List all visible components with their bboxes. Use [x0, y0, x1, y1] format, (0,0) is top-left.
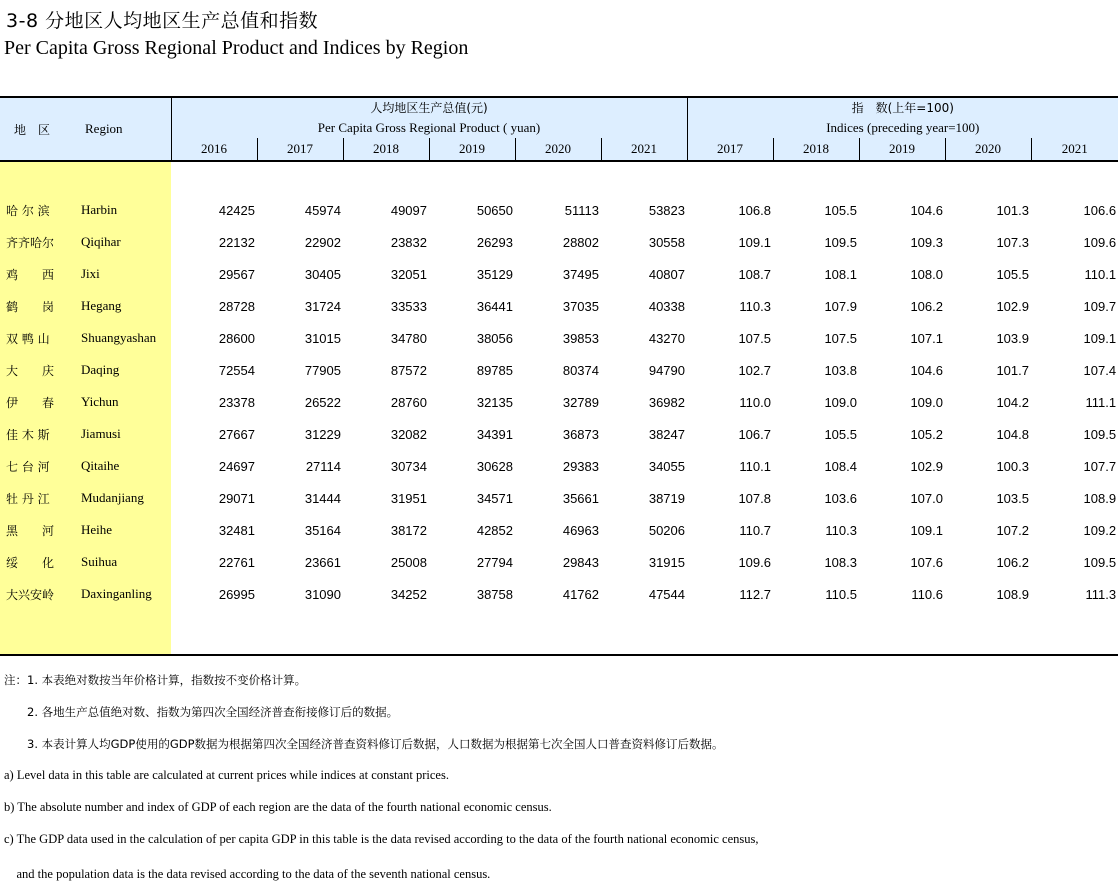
index-cell: 103.6: [824, 490, 857, 506]
gdp-per-capita-cell: 23832: [390, 234, 427, 250]
gdp-per-capita-cell: 32789: [562, 394, 599, 410]
index-cell: 109.6: [738, 554, 771, 570]
region-name-chinese: 七 台 河: [0, 450, 75, 482]
index-cell: 104.8: [996, 426, 1029, 442]
gdp-per-capita-cell: 36873: [562, 426, 599, 442]
gdp-per-capita-cell: 24697: [218, 458, 255, 474]
year-header-gdp: 2020: [515, 138, 601, 161]
gdp-per-capita-cell: 32082: [390, 426, 427, 442]
index-cell: 104.6: [910, 362, 943, 378]
gdp-per-capita-cell: 29843: [562, 554, 599, 570]
index-cell: 109.1: [910, 522, 943, 538]
region-name-english: Hegang: [75, 290, 171, 322]
index-cell: 110.5: [825, 586, 857, 602]
index-cell: 108.7: [738, 266, 771, 282]
region-name-chinese: 鹤 岗: [0, 290, 75, 322]
index-cell: 104.2: [996, 394, 1029, 410]
gdp-per-capita-cell: 31229: [304, 426, 341, 442]
gdp-per-capita-cell: 89785: [476, 362, 513, 378]
gdp-per-capita-cell: 43270: [648, 330, 685, 346]
gdp-per-capita-cell: 38172: [390, 522, 427, 538]
gdp-per-capita-cell: 30628: [476, 458, 513, 474]
index-cell: 103.5: [996, 490, 1029, 506]
index-cell: 107.1: [910, 330, 943, 346]
gdp-group-header-english: Per Capita Gross Regional Product ( yuan): [317, 120, 541, 135]
gdp-per-capita-cell: 22902: [304, 234, 341, 250]
index-cell: 109.7: [1083, 298, 1117, 314]
table-row: [0, 322, 1118, 354]
gdp-per-capita-cell: 31951: [390, 490, 427, 506]
gdp-per-capita-cell: 42425: [218, 202, 255, 218]
gdp-per-capita-cell: 23661: [304, 554, 341, 570]
index-cell: 108.3: [824, 554, 857, 570]
index-cell: 106.2: [910, 298, 943, 314]
year-header-index: 2017: [687, 138, 773, 161]
index-cell: 110.1: [739, 458, 771, 474]
table-row: [0, 482, 1118, 514]
table-row: [0, 514, 1118, 546]
index-cell: 105.5: [996, 266, 1029, 282]
region-name-english: Daqing: [75, 354, 171, 386]
index-cell: 102.9: [910, 458, 943, 474]
gdp-per-capita-cell: 26995: [218, 586, 255, 602]
gdp-per-capita-cell: 80374: [562, 362, 599, 378]
index-cell: 108.0: [910, 266, 943, 282]
index-cell: 108.9: [1083, 490, 1117, 506]
region-name-chinese: 大 庆: [0, 354, 75, 386]
gdp-per-capita-cell: 29383: [562, 458, 599, 474]
index-cell: 102.7: [738, 362, 771, 378]
gdp-per-capita-cell: 29567: [218, 266, 255, 282]
index-cell: 110.1: [1084, 266, 1117, 282]
year-header-index: 2020: [945, 138, 1031, 161]
index-cell: 102.9: [996, 298, 1029, 314]
gdp-per-capita-cell: 49097: [390, 202, 427, 218]
region-name-english: Qiqihar: [75, 226, 171, 258]
gdp-per-capita-cell: 31724: [304, 298, 341, 314]
index-cell: 108.1: [824, 266, 857, 282]
gdp-per-capita-cell: 38719: [648, 490, 685, 506]
gdp-per-capita-cell: 31015: [304, 330, 341, 346]
region-name-english: Daxinganling: [75, 578, 171, 610]
index-cell: 110.7: [739, 522, 771, 538]
index-cell: 107.8: [738, 490, 771, 506]
gdp-per-capita-cell: 72554: [218, 362, 255, 378]
index-cell: 110.3: [739, 298, 771, 314]
index-group-header-chinese: 指 数(上年=100): [851, 101, 954, 115]
gdp-per-capita-cell: 22132: [218, 234, 255, 250]
index-cell: 109.0: [824, 394, 857, 410]
region-name-english: Qitaihe: [75, 450, 171, 482]
year-header-index: 2019: [859, 138, 945, 161]
spacer-row: [0, 161, 1118, 194]
region-name-english: Jiamusi: [75, 418, 171, 450]
gdp-per-capita-cell: 28728: [218, 298, 255, 314]
year-header-index: 2018: [773, 138, 859, 161]
table-row: [0, 418, 1118, 450]
index-cell: 100.3: [996, 458, 1029, 474]
gdp-per-capita-cell: 38247: [648, 426, 685, 442]
footnote-line: and the population data is the data revised according to the data of the seventh national census.: [4, 867, 491, 881]
gdp-per-capita-cell: 27114: [305, 458, 341, 474]
table-row: [0, 546, 1118, 578]
index-group-header: [687, 97, 1118, 138]
gdp-per-capita-cell: 29071: [218, 490, 255, 506]
index-cell: 109.6: [1083, 234, 1117, 250]
gdp-per-capita-cell: 25008: [390, 554, 427, 570]
gdp-per-capita-cell: 28760: [390, 394, 427, 410]
region-name-english: Suihua: [75, 546, 171, 578]
gdp-per-capita-cell: 40807: [648, 266, 685, 282]
gdp-per-capita-cell: 30405: [304, 266, 341, 282]
gdp-group-header-chinese: 人均地区生产总值(元): [370, 101, 488, 115]
index-group-header-english: Indices (preceding year=100): [826, 120, 980, 135]
index-cell: 109.5: [1083, 554, 1117, 570]
footnote-line: a) Level data in this table are calculated at current prices while indices at constant prices.: [4, 768, 449, 782]
index-cell: 108.4: [824, 458, 857, 474]
index-cell: 107.0: [910, 490, 943, 506]
gdp-per-capita-cell: 34571: [476, 490, 513, 506]
gdp-group-header: [171, 97, 687, 138]
gdp-per-capita-cell: 28600: [218, 330, 255, 346]
page-title-english: Per Capita Gross Regional Product and Indices by Region: [4, 37, 469, 59]
gdp-per-capita-cell: 38758: [476, 586, 513, 602]
gdp-per-capita-cell: 31444: [304, 490, 341, 506]
footnote-line: b) The absolute number and index of GDP of each region are the data of the fourth national economic census.: [4, 800, 552, 814]
table-row: [0, 450, 1118, 482]
year-header-gdp: 2021: [601, 138, 687, 161]
index-cell: 112.7: [739, 586, 771, 602]
region-name-english: Harbin: [75, 194, 171, 226]
gdp-per-capita-cell: 42852: [476, 522, 513, 538]
gdp-per-capita-cell: 35164: [304, 522, 341, 538]
gdp-per-capita-cell: 22761: [218, 554, 255, 570]
region-name-chinese: 双 鸭 山: [0, 322, 75, 354]
year-header-gdp: 2019: [429, 138, 515, 161]
gdp-per-capita-cell: 50206: [648, 522, 685, 538]
index-cell: 107.5: [738, 330, 771, 346]
footnote-line: 注：1. 本表绝对数按当年价格计算，指数按不变价格计算。: [4, 673, 307, 687]
gdp-per-capita-cell: 77905: [304, 362, 341, 378]
gdp-per-capita-cell: 32051: [390, 266, 427, 282]
page-title-chinese: 3-8 分地区人均地区生产总值和指数: [6, 10, 319, 32]
region-name-chinese: 大兴安岭: [0, 578, 75, 610]
gdp-per-capita-cell: 26293: [476, 234, 513, 250]
year-header-gdp: 2016: [171, 138, 257, 161]
region-name-english: Heihe: [75, 514, 171, 546]
index-cell: 109.2: [1083, 522, 1117, 538]
gdp-per-capita-cell: 30734: [390, 458, 427, 474]
gdp-per-capita-cell: 53823: [648, 202, 685, 218]
index-cell: 106.7: [738, 426, 771, 442]
gdp-per-capita-cell: 30558: [648, 234, 685, 250]
gdp-per-capita-cell: 47544: [648, 586, 685, 602]
region-name-chinese: 伊 春: [0, 386, 75, 418]
index-cell: 101.3: [996, 202, 1029, 218]
year-header-index: 2021: [1031, 138, 1118, 161]
index-cell: 109.5: [1083, 426, 1117, 442]
gdp-per-capita-cell: 50650: [476, 202, 513, 218]
index-cell: 106.8: [738, 202, 771, 218]
index-cell: 111.3: [1085, 586, 1117, 602]
year-header-gdp: 2018: [343, 138, 429, 161]
table-row: [0, 354, 1118, 386]
index-cell: 107.4: [1083, 362, 1117, 378]
index-cell: 109.5: [824, 234, 857, 250]
index-cell: 109.0: [910, 394, 943, 410]
gdp-per-capita-cell: 45974: [304, 202, 341, 218]
gdp-per-capita-cell: 94790: [648, 362, 685, 378]
region-name-chinese: 鸡 西: [0, 258, 75, 290]
index-cell: 105.5: [824, 426, 857, 442]
table-row: [0, 194, 1118, 226]
index-cell: 101.7: [996, 362, 1029, 378]
gdp-per-capita-cell: 51113: [564, 202, 599, 218]
index-cell: 110.0: [739, 394, 771, 410]
table-row: [0, 290, 1118, 322]
gdp-per-capita-cell: 32481: [218, 522, 255, 538]
gdp-per-capita-cell: 23378: [218, 394, 255, 410]
index-cell: 107.7: [1083, 458, 1117, 474]
index-cell: 109.1: [738, 234, 771, 250]
index-cell: 110.6: [911, 586, 943, 602]
gdp-per-capita-cell: 34780: [390, 330, 427, 346]
region-name-english: Mudanjiang: [75, 482, 171, 514]
region-header-chinese: 地 区: [14, 122, 51, 137]
header-group-row: [0, 97, 1118, 138]
index-cell: 108.9: [996, 586, 1029, 602]
index-cell: 103.8: [824, 362, 857, 378]
region-header-english: Region: [85, 121, 123, 136]
gdp-per-capita-cell: 87572: [390, 362, 427, 378]
gdp-per-capita-cell: 40338: [648, 298, 685, 314]
index-cell: 103.9: [996, 330, 1029, 346]
gdp-per-capita-cell: 28802: [562, 234, 599, 250]
region-name-chinese: 绥 化: [0, 546, 75, 578]
gdp-per-capita-cell: 34391: [476, 426, 513, 442]
gdp-per-capita-cell: 46963: [562, 522, 599, 538]
gdp-per-capita-cell: 31915: [648, 554, 685, 570]
index-cell: 107.5: [824, 330, 857, 346]
region-name-chinese: 黑 河: [0, 514, 75, 546]
gdp-per-capita-cell: 37035: [562, 298, 599, 314]
year-header-gdp: 2017: [257, 138, 343, 161]
gdp-per-capita-cell: 35129: [476, 266, 513, 282]
footnote-line: 3. 本表计算人均GDP使用的GDP数据为根据第四次全国经济普查资料修订后数据，人口数据为根据第七次全国人口普查资料修订后数据。: [4, 737, 724, 751]
index-cell: 107.6: [910, 554, 943, 570]
region-name-chinese: 佳 木 斯: [0, 418, 75, 450]
gdp-per-capita-cell: 27667: [218, 426, 255, 442]
table-row: [0, 226, 1118, 258]
gdp-per-capita-cell: 27794: [476, 554, 513, 570]
index-cell: 111.1: [1085, 394, 1117, 410]
region-name-english: Yichun: [75, 386, 171, 418]
index-cell: 110.3: [825, 522, 857, 538]
index-cell: 105.5: [824, 202, 857, 218]
table-row: [0, 258, 1118, 290]
gdp-per-capita-cell: 37495: [562, 266, 599, 282]
gdp-per-capita-cell: 35661: [562, 490, 599, 506]
gdp-per-capita-cell: 34252: [390, 586, 427, 602]
gdp-per-capita-cell: 39853: [562, 330, 599, 346]
region-name-english: Jixi: [75, 258, 171, 290]
table-row: [0, 578, 1118, 610]
gdp-per-capita-cell: 36982: [648, 394, 685, 410]
index-cell: 107.9: [824, 298, 857, 314]
table-row: [0, 386, 1118, 418]
index-cell: 106.2: [996, 554, 1029, 570]
region-name-chinese: 齐齐哈尔: [0, 226, 75, 258]
index-cell: 104.6: [910, 202, 943, 218]
gdp-per-capita-cell: 34055: [648, 458, 685, 474]
region-name-english: Shuangyashan: [75, 322, 171, 354]
gdp-per-capita-cell: 41762: [562, 586, 599, 602]
index-cell: 105.2: [910, 426, 943, 442]
gdp-per-capita-cell: 33533: [390, 298, 427, 314]
filler-row: [0, 610, 1118, 655]
gdp-per-capita-cell: 26522: [304, 394, 341, 410]
region-name-chinese: 哈 尔 滨: [0, 194, 75, 226]
index-cell: 109.1: [1083, 330, 1117, 346]
gdp-per-capita-cell: 38056: [476, 330, 513, 346]
index-cell: 107.2: [996, 522, 1029, 538]
footnote-line: c) The GDP data used in the calculation of per capita GDP in this table is the data revised according to the data of the fourth national economic census,: [4, 832, 759, 846]
index-cell: 107.3: [996, 234, 1029, 250]
gdp-per-capita-cell: 32135: [476, 394, 513, 410]
footnote-line: 2. 各地生产总值绝对数、指数为第四次全国经济普查衔接修订后的数据。: [4, 705, 399, 719]
gdp-per-capita-cell: 36441: [476, 298, 513, 314]
gdp-per-capita-cell: 31090: [304, 586, 341, 602]
index-cell: 106.6: [1083, 202, 1117, 218]
index-cell: 109.3: [910, 234, 943, 250]
region-name-chinese: 牡 丹 江: [0, 482, 75, 514]
data-table: [0, 96, 1118, 656]
